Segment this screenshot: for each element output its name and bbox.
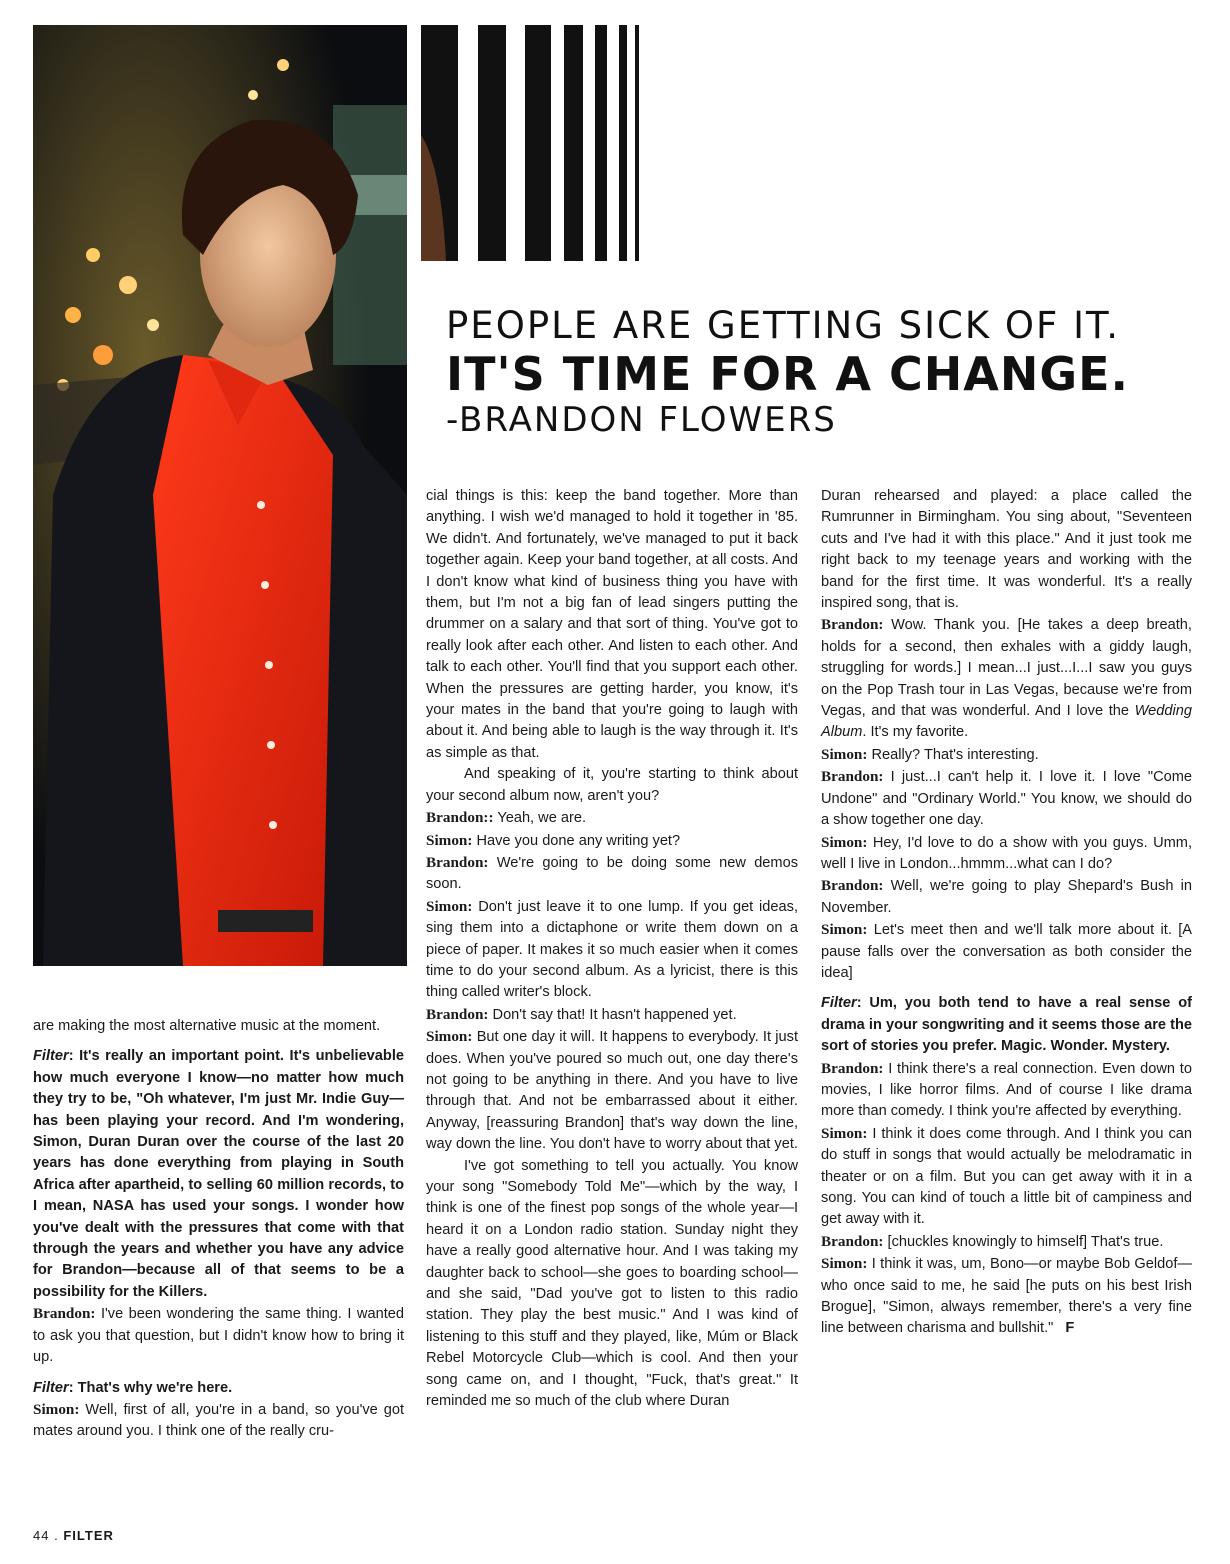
answer-text: Hey, I'd love to do a show with you guys. Umm, well I live in London...hmmm...what can I do?: [821, 834, 1192, 872]
speaker-label: Brandon:: [426, 1005, 489, 1023]
simon-answer: [33, 1399, 404, 1443]
speaker-label: Simon:: [821, 921, 868, 939]
brandon-answer: [821, 766, 1192, 831]
pull-quote: [446, 304, 1206, 440]
answer-text: Don't just leave it to one lump. If you get ideas, sing them into a dictaphone or write them down on a piece of paper. It makes it so much easier when it comes time to do your second album. As a lyricist, there is this thing called writer's block.: [426, 898, 798, 1001]
paragraph: are making the most alternative music at the moment.: [33, 1018, 381, 1034]
paragraph: Duran rehearsed and played: a place called the Rumrunner in Birmingham. You sing about, "Seventeen cuts and I've had it with this place." And it just took me right back to my teenage years and working with the band for the first time. It was wonderful. It's a really inspired song, that is.: [821, 488, 1192, 612]
speaker-label: Simon:: [33, 1400, 80, 1418]
answer-text: Have you done any writing yet?: [476, 832, 681, 849]
answer-text: I've been wondering the same thing. I wanted to ask you that question, but I didn't know how to bring it up.: [33, 1306, 404, 1366]
paragraph: And speaking of it, you're starting to think about your second album now, aren't you?: [426, 766, 798, 804]
article-column-1: [33, 1016, 404, 1443]
answer-text: Well, we're going to play Shepard's Bush in November.: [821, 878, 1193, 916]
article-column-3: [821, 486, 1192, 1340]
brandon-answer: [33, 1303, 404, 1368]
brandon-answer: [426, 1004, 798, 1026]
answer-text: Really? That's interesting.: [871, 746, 1039, 763]
speaker-label: Brandon:: [821, 877, 884, 895]
speaker-label: Simon:: [426, 897, 473, 915]
simon-answer: [426, 830, 798, 852]
article-column-2: [426, 486, 798, 1412]
speaker-label: Filter: [33, 1048, 69, 1065]
answer-text: I think there's a real connection. Even down to movies, I like horror films. And of course I like drama more than comedy. I think you're affected by everything.: [821, 1060, 1192, 1120]
brandon-answer: [426, 852, 798, 896]
filter-question: Filter: Um, you both tend to have a real sense of drama in your songwriting and it seems those are the sort of stories you prefer. Magic. Wonder. Mystery.: [821, 995, 1192, 1055]
simon-answer: [821, 919, 1192, 984]
folio-separator: .: [54, 1528, 59, 1543]
speaker-label: Brandon:: [821, 616, 884, 634]
paragraph: cial things is this: keep the band together. More than anything. I wish we'd managed to hold it together in '85. We didn't. And fortunately, we've managed to put it back together again. Keep your band together, at all costs. And I don't know what kind of business thing you have with them, but I'm not a big fan of lead singers putting the drummer on a salary and that sort of thing. You've got to really look after each other. And listen to each other. And talk to each other. You'll find that you support each other. When the pressures are getting harder, you know, it's your mates in the band that you're going to laugh with about it. And being able to laugh is the way through it. It's as simple as that.: [426, 488, 798, 761]
simon-answer: [821, 1123, 1192, 1231]
answer-text: Let's meet then and we'll talk more about it. [A pause falls over the conversation as both consider the idea]: [821, 922, 1193, 981]
simon-answer: [821, 744, 1192, 766]
simon-answer: [426, 1026, 798, 1155]
filter-question: Filter: That's why we're here.: [33, 1379, 233, 1396]
speaker-label: Simon:: [821, 1124, 868, 1142]
speaker-label: Simon:: [821, 1255, 868, 1273]
speaker-label: Simon:: [426, 831, 473, 849]
end-mark: F: [1065, 1320, 1075, 1337]
answer-text: [chuckles knowingly to himself] That's true.: [887, 1233, 1164, 1250]
speaker-label: Filter: [33, 1379, 69, 1396]
brandon-answer: [821, 1231, 1192, 1253]
speaker-label: Simon:: [821, 833, 868, 851]
speaker-label: Brandon:: [33, 1305, 96, 1323]
filter-question: Filter: It's really an important point. It's unbelievable how much everyone I know—no matter how much they try to be, "Oh whatever, I'm just Mr. Indie Guy—has been playing your record. And I'm wondering, Simon, Duran Duran over the course of the last 20 years has done everything from playing in South Africa after apartheid, to selling 60 million records, to I mean, NASA has used your songs. I wonder how you've dealt with the pressures that come with that through the years and whether you have any advice for Brandon—because all of that seems to be a possibility for the Killers.: [33, 1048, 404, 1300]
portrait-photo: [33, 25, 407, 966]
brandon-answer: [426, 807, 798, 829]
answer-text: . It's my favorite.: [862, 724, 969, 741]
answer-text: I think it does come through. And I think you can do stuff in songs that would actually be melodramatic in theater or on a film. But you can get away with it in a song. You can kind of touch a little bit of campiness and get away with it.: [821, 1125, 1192, 1228]
question-text: That's why we're here.: [77, 1379, 233, 1396]
speaker-label: Brandon:: [821, 768, 884, 786]
pull-quote-attribution: -BRANDON FLOWERS: [446, 400, 837, 440]
speaker-label: Brandon:: [821, 1059, 884, 1077]
speaker-label: Simon:: [821, 745, 868, 763]
brandon-answer: [821, 875, 1192, 919]
simon-answer: [426, 896, 798, 1004]
question-text: Um, you both tend to have a real sense of drama in your songwriting and it seems those are the sort of stories you prefer. Magic. Wonder. Mystery.: [821, 995, 1192, 1055]
stripes-graphic: [421, 25, 641, 261]
pull-quote-line-1: PEOPLE ARE GETTING SICK OF IT.: [446, 304, 1120, 347]
answer-text: Well, first of all, you're in a band, so you've got mates around you. I think one of the really cru-: [33, 1401, 405, 1440]
album-title: Wedding Album: [821, 703, 1192, 741]
answer-text: Wow. Thank you. [He takes a deep breath, holds for a second, then exhales with a giddy laugh, struggling for words.] I mean...I just...I...I saw you guys on the Pop Trash tour in Las Vegas, because we're from Vegas, and that was wonderful. And I love the: [821, 617, 1192, 720]
brandon-answer: [821, 1058, 1192, 1123]
question-text: It's really an important point. It's unbelievable how much everyone I know—no matter how much they try to be, "Oh whatever, I'm just Mr. Indie Guy—has been playing your record. And I'm wondering, Simon, Duran Duran over the course of the last 20 years has done everything from playing in South Africa after apartheid, to selling 60 million records, to I mean, NASA has used your songs. I wonder how you've dealt with the pressures that come with that through the years and whether you have any advice for Brandon—because all of that seems to be a possibility for the Killers.: [33, 1048, 404, 1300]
answer-text: I just...I can't help it. I love it. I love "Come Undone" and "Ordinary World." You know, we should do a show together one day.: [821, 769, 1192, 829]
speaker-label: Brandon:: [426, 853, 489, 871]
paragraph: I've got something to tell you actually. You know your song "Somebody Told Me"—which by the way, I think is one of the finest pop songs of the whole year—I heard it on a London radio station. Sunday night they have a really good alternative hour. And I was taking my daughter back to school—she goes to boarding school—and she said, "Dad you've got to listen to this radio station. They play the best music." And I was kind of listening to this stuff and they played, like, Múm or Black Rebel Motorcycle Club—which is cool. And then your song came on, and I thought, "Fuck, that's great." It reminded me so much of the club where Duran: [426, 1157, 798, 1410]
speaker-label: Brandon::: [426, 809, 494, 827]
answer-text: But one day it will. It happens to everybody. It just does. When you've poured so much out, one day there's not going to be anything in there. And you have to live through that. And not be embarrassed about it either. Anyway, [reassuring Brandon] that's way down the line, way down the line. You don't have to worry about that yet.: [426, 1029, 798, 1153]
answer-text: Don't say that! It hasn't happened yet.: [492, 1006, 737, 1023]
simon-answer: [821, 832, 1192, 876]
speaker-label: Filter: [821, 995, 857, 1012]
pull-quote-line-2: IT'S TIME FOR A CHANGE.: [446, 347, 1130, 401]
page-folio: [33, 1528, 114, 1543]
simon-answer: [821, 1253, 1192, 1340]
answer-text: Yeah, we are.: [497, 810, 587, 827]
answer-text: I think it was, um, Bono—or maybe Bob Geldof—who once said to me, he said [he puts on his best Irish Brogue], "Simon, always remember, there's a very fine line between charisma and bullshit.": [821, 1256, 1192, 1337]
magazine-name: FILTER: [63, 1528, 114, 1543]
answer-text: We're going to be doing some new demos soon.: [426, 854, 798, 893]
speaker-label: Brandon:: [821, 1232, 884, 1250]
speaker-label: Simon:: [426, 1028, 473, 1046]
brandon-answer: [821, 614, 1192, 743]
page-number: 44: [33, 1528, 50, 1543]
